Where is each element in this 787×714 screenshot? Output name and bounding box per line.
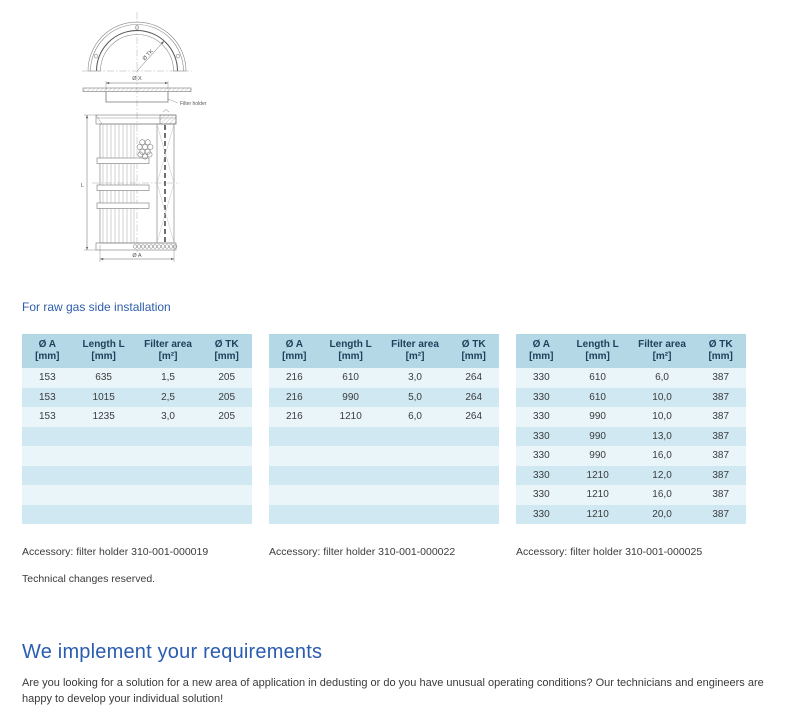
column-header-label: Length L	[329, 339, 372, 350]
perforation-detail	[137, 140, 153, 159]
column-header-unit: [mm]	[708, 351, 733, 362]
column-header-label: Ø TK	[708, 339, 733, 350]
spec-table-2	[269, 334, 499, 524]
leader-line	[168, 99, 178, 103]
table-row-empty	[269, 505, 499, 525]
table-cell: 2,5	[161, 391, 175, 403]
table-cell	[135, 446, 202, 466]
table-cell: 635	[95, 372, 112, 383]
table-cell	[382, 466, 449, 486]
table-cell	[448, 466, 499, 486]
table-cell	[135, 427, 202, 447]
column-header-label: Filter area	[391, 339, 439, 350]
table-row	[516, 388, 746, 408]
table-cell: 990	[589, 430, 606, 442]
table-cell: 10,0	[652, 411, 672, 422]
column-header-label: Ø A	[38, 339, 56, 350]
table-row	[516, 466, 746, 486]
table-cell: 387	[712, 508, 730, 520]
table-cell	[269, 446, 320, 466]
table-cell: 990	[342, 391, 359, 403]
table-cell	[382, 505, 449, 525]
table-cell	[135, 466, 202, 486]
table-cell	[320, 446, 382, 466]
table-cell	[22, 427, 73, 447]
table-cell	[201, 485, 252, 505]
table-row	[269, 388, 499, 408]
table-cell: 13,0	[652, 430, 672, 442]
table-row-empty	[22, 505, 252, 525]
column-header-dia-a	[516, 339, 567, 363]
table-cell	[269, 466, 320, 486]
table-cell	[448, 446, 499, 466]
accessory-note-3: Accessory: filter holder 310-001-000025	[516, 546, 703, 558]
table-row-empty	[22, 466, 252, 486]
table-cell: 3,0	[408, 372, 422, 383]
table-cell	[269, 485, 320, 505]
dim-label-a: Ø A	[132, 253, 142, 259]
table-cell: 205	[218, 391, 236, 403]
bolt-hole	[176, 54, 180, 58]
table-cell: 205	[218, 372, 236, 383]
table-row-empty	[269, 485, 499, 505]
spec-table-1	[22, 334, 252, 524]
table-cell	[73, 505, 135, 525]
column-header-unit: [mm]	[282, 351, 307, 362]
table-cell	[269, 505, 320, 525]
table-cell: 6,0	[408, 411, 422, 422]
table-cell	[73, 446, 135, 466]
section-label: For raw gas side installation	[22, 300, 171, 314]
column-header-unit: [m²]	[158, 351, 178, 362]
table-row	[269, 368, 499, 388]
table-column-1	[22, 334, 252, 558]
table-row	[269, 407, 499, 427]
table-cell: 1,5	[161, 372, 175, 383]
table-cell	[269, 427, 320, 447]
table-row	[516, 485, 746, 505]
table-cell: 387	[712, 489, 730, 500]
table-cell: 387	[712, 430, 730, 442]
table-cell: 387	[712, 411, 730, 422]
support-band	[97, 203, 149, 209]
dim-label-tk: Ø TK	[141, 48, 155, 63]
table-header-row	[22, 334, 252, 368]
column-header-length-l	[73, 339, 135, 363]
column-header-length-l	[320, 339, 382, 363]
table-cell: 16,0	[652, 450, 672, 461]
table-row-empty	[269, 446, 499, 466]
column-header-dia-tk	[448, 339, 499, 363]
table-row-empty	[22, 446, 252, 466]
table-row	[22, 407, 252, 427]
column-header-unit: [m²]	[405, 351, 425, 362]
table-cell: 1235	[92, 411, 115, 422]
table-cell: 153	[38, 411, 56, 422]
technical-note: Technical changes reserved.	[22, 573, 156, 585]
spec-table-3	[516, 334, 746, 524]
technical-drawing	[78, 8, 228, 270]
table-cell	[320, 505, 382, 525]
dim-label-x: Ø X	[132, 76, 142, 82]
table-cell	[201, 466, 252, 486]
column-header-unit: [mm]	[338, 351, 363, 362]
column-header-unit: [mm]	[461, 351, 486, 362]
column-header-label: Ø A	[285, 339, 303, 350]
table-cell	[22, 466, 73, 486]
column-header-filter-area	[629, 339, 696, 363]
table-cell	[448, 505, 499, 525]
table-cell: 16,0	[652, 489, 672, 500]
table-cell: 990	[589, 411, 606, 422]
table-row	[516, 446, 746, 466]
column-header-label: Length L	[82, 339, 125, 350]
table-column-2	[269, 334, 499, 558]
accessory-note-2: Accessory: filter holder 310-001-000022	[269, 546, 456, 558]
filter-holder-label: Filter holder	[180, 101, 207, 107]
table-cell: 216	[285, 411, 303, 422]
table-cell	[320, 466, 382, 486]
column-header-label: Length L	[576, 339, 619, 350]
table-cell: 387	[712, 450, 730, 461]
accessory-note-1: Accessory: filter holder 310-001-000019	[22, 546, 209, 558]
table-cell	[201, 446, 252, 466]
table-cell: 387	[712, 372, 730, 383]
footer-paragraph: Are you looking for a solution for a new area of application in dedusting or do you have unusual operating conditions? Our technicians and engineers are happy to develop your individual solution!	[22, 677, 764, 705]
table-cell: 6,0	[655, 372, 669, 383]
table-row	[516, 368, 746, 388]
table-cell: 153	[38, 372, 56, 383]
table-cell	[382, 446, 449, 466]
column-header-dia-a	[22, 339, 73, 363]
table-cell	[320, 485, 382, 505]
support-band	[97, 185, 149, 191]
table-cell: 12,0	[652, 469, 672, 481]
table-cell: 990	[589, 450, 606, 461]
table-cell: 330	[532, 430, 550, 442]
table-cell: 330	[532, 372, 550, 383]
support-band	[97, 158, 149, 164]
column-header-label: Ø TK	[461, 339, 486, 350]
column-header-dia-tk	[201, 339, 252, 363]
weld-mark	[163, 110, 169, 113]
table-cell: 264	[465, 372, 483, 383]
table-cell: 330	[532, 469, 550, 481]
table-row	[516, 505, 746, 525]
table-row	[22, 368, 252, 388]
table-cell	[22, 485, 73, 505]
table-cell: 330	[532, 391, 550, 403]
column-header-unit: [mm]	[529, 351, 554, 362]
column-header-unit: [mm]	[91, 351, 116, 362]
table-column-3	[516, 334, 746, 558]
table-cell: 330	[532, 508, 550, 520]
pleat-lines	[103, 124, 134, 243]
table-cell	[73, 466, 135, 486]
tables-row	[22, 334, 746, 558]
table-cell	[22, 446, 73, 466]
table-cell	[201, 505, 252, 525]
table-cell	[135, 485, 202, 505]
table-header-row	[269, 334, 499, 368]
table-cell: 153	[38, 391, 56, 403]
table-cell	[22, 505, 73, 525]
column-header-length-l	[567, 339, 629, 363]
table-cell: 216	[285, 391, 303, 403]
table-cell: 1210	[586, 489, 609, 500]
table-cell: 387	[712, 469, 730, 481]
table-cell	[382, 485, 449, 505]
table-cell: 610	[589, 391, 606, 403]
column-header-label: Ø TK	[214, 339, 239, 350]
column-header-dia-tk	[695, 339, 746, 363]
column-header-label: Filter area	[144, 339, 192, 350]
table-cell: 5,0	[408, 391, 422, 403]
bolt-hole	[94, 54, 98, 58]
column-header-unit: [m²]	[652, 351, 672, 362]
table-cell: 10,0	[652, 391, 672, 403]
table-cell	[73, 485, 135, 505]
column-header-dia-a	[269, 339, 320, 363]
table-row	[516, 427, 746, 447]
column-header-label: Ø A	[532, 339, 550, 350]
table-cell: 330	[532, 489, 550, 500]
table-row	[22, 388, 252, 408]
table-header-row	[516, 334, 746, 368]
table-cell	[382, 427, 449, 447]
table-cell: 1015	[92, 391, 115, 403]
table-row-empty	[269, 466, 499, 486]
column-header-filter-area	[382, 339, 449, 363]
table-row-empty	[269, 427, 499, 447]
dim-label-l: L	[80, 183, 84, 189]
table-cell: 264	[465, 391, 483, 403]
table-row	[516, 407, 746, 427]
table-cell: 387	[712, 391, 730, 403]
table-cell: 330	[532, 450, 550, 461]
table-cell: 1210	[586, 469, 609, 481]
table-cell: 610	[589, 372, 606, 383]
table-row-empty	[22, 485, 252, 505]
table-cell: 216	[285, 372, 303, 383]
table-cell: 1210	[586, 508, 609, 520]
table-cell: 20,0	[652, 508, 672, 520]
mesh-detail	[133, 245, 177, 249]
table-cell	[320, 427, 382, 447]
table-cell: 330	[532, 411, 550, 422]
table-cell: 205	[218, 411, 236, 422]
table-cell	[448, 427, 499, 447]
column-header-label: Filter area	[638, 339, 686, 350]
table-cell: 1210	[339, 411, 362, 422]
filter-cartridge-view	[84, 110, 180, 263]
footer-heading: We implement your requirements	[22, 641, 323, 663]
footer-section	[22, 641, 767, 707]
table-cell: 264	[465, 411, 483, 422]
table-cell: 3,0	[161, 411, 175, 422]
column-header-unit: [mm]	[585, 351, 610, 362]
table-cell: 610	[342, 372, 359, 383]
table-cell	[448, 485, 499, 505]
column-header-unit: [mm]	[214, 351, 239, 362]
table-row-empty	[22, 427, 252, 447]
table-cell	[135, 505, 202, 525]
table-cell	[201, 427, 252, 447]
column-header-unit: [mm]	[35, 351, 60, 362]
table-cell	[73, 427, 135, 447]
column-header-filter-area	[135, 339, 202, 363]
